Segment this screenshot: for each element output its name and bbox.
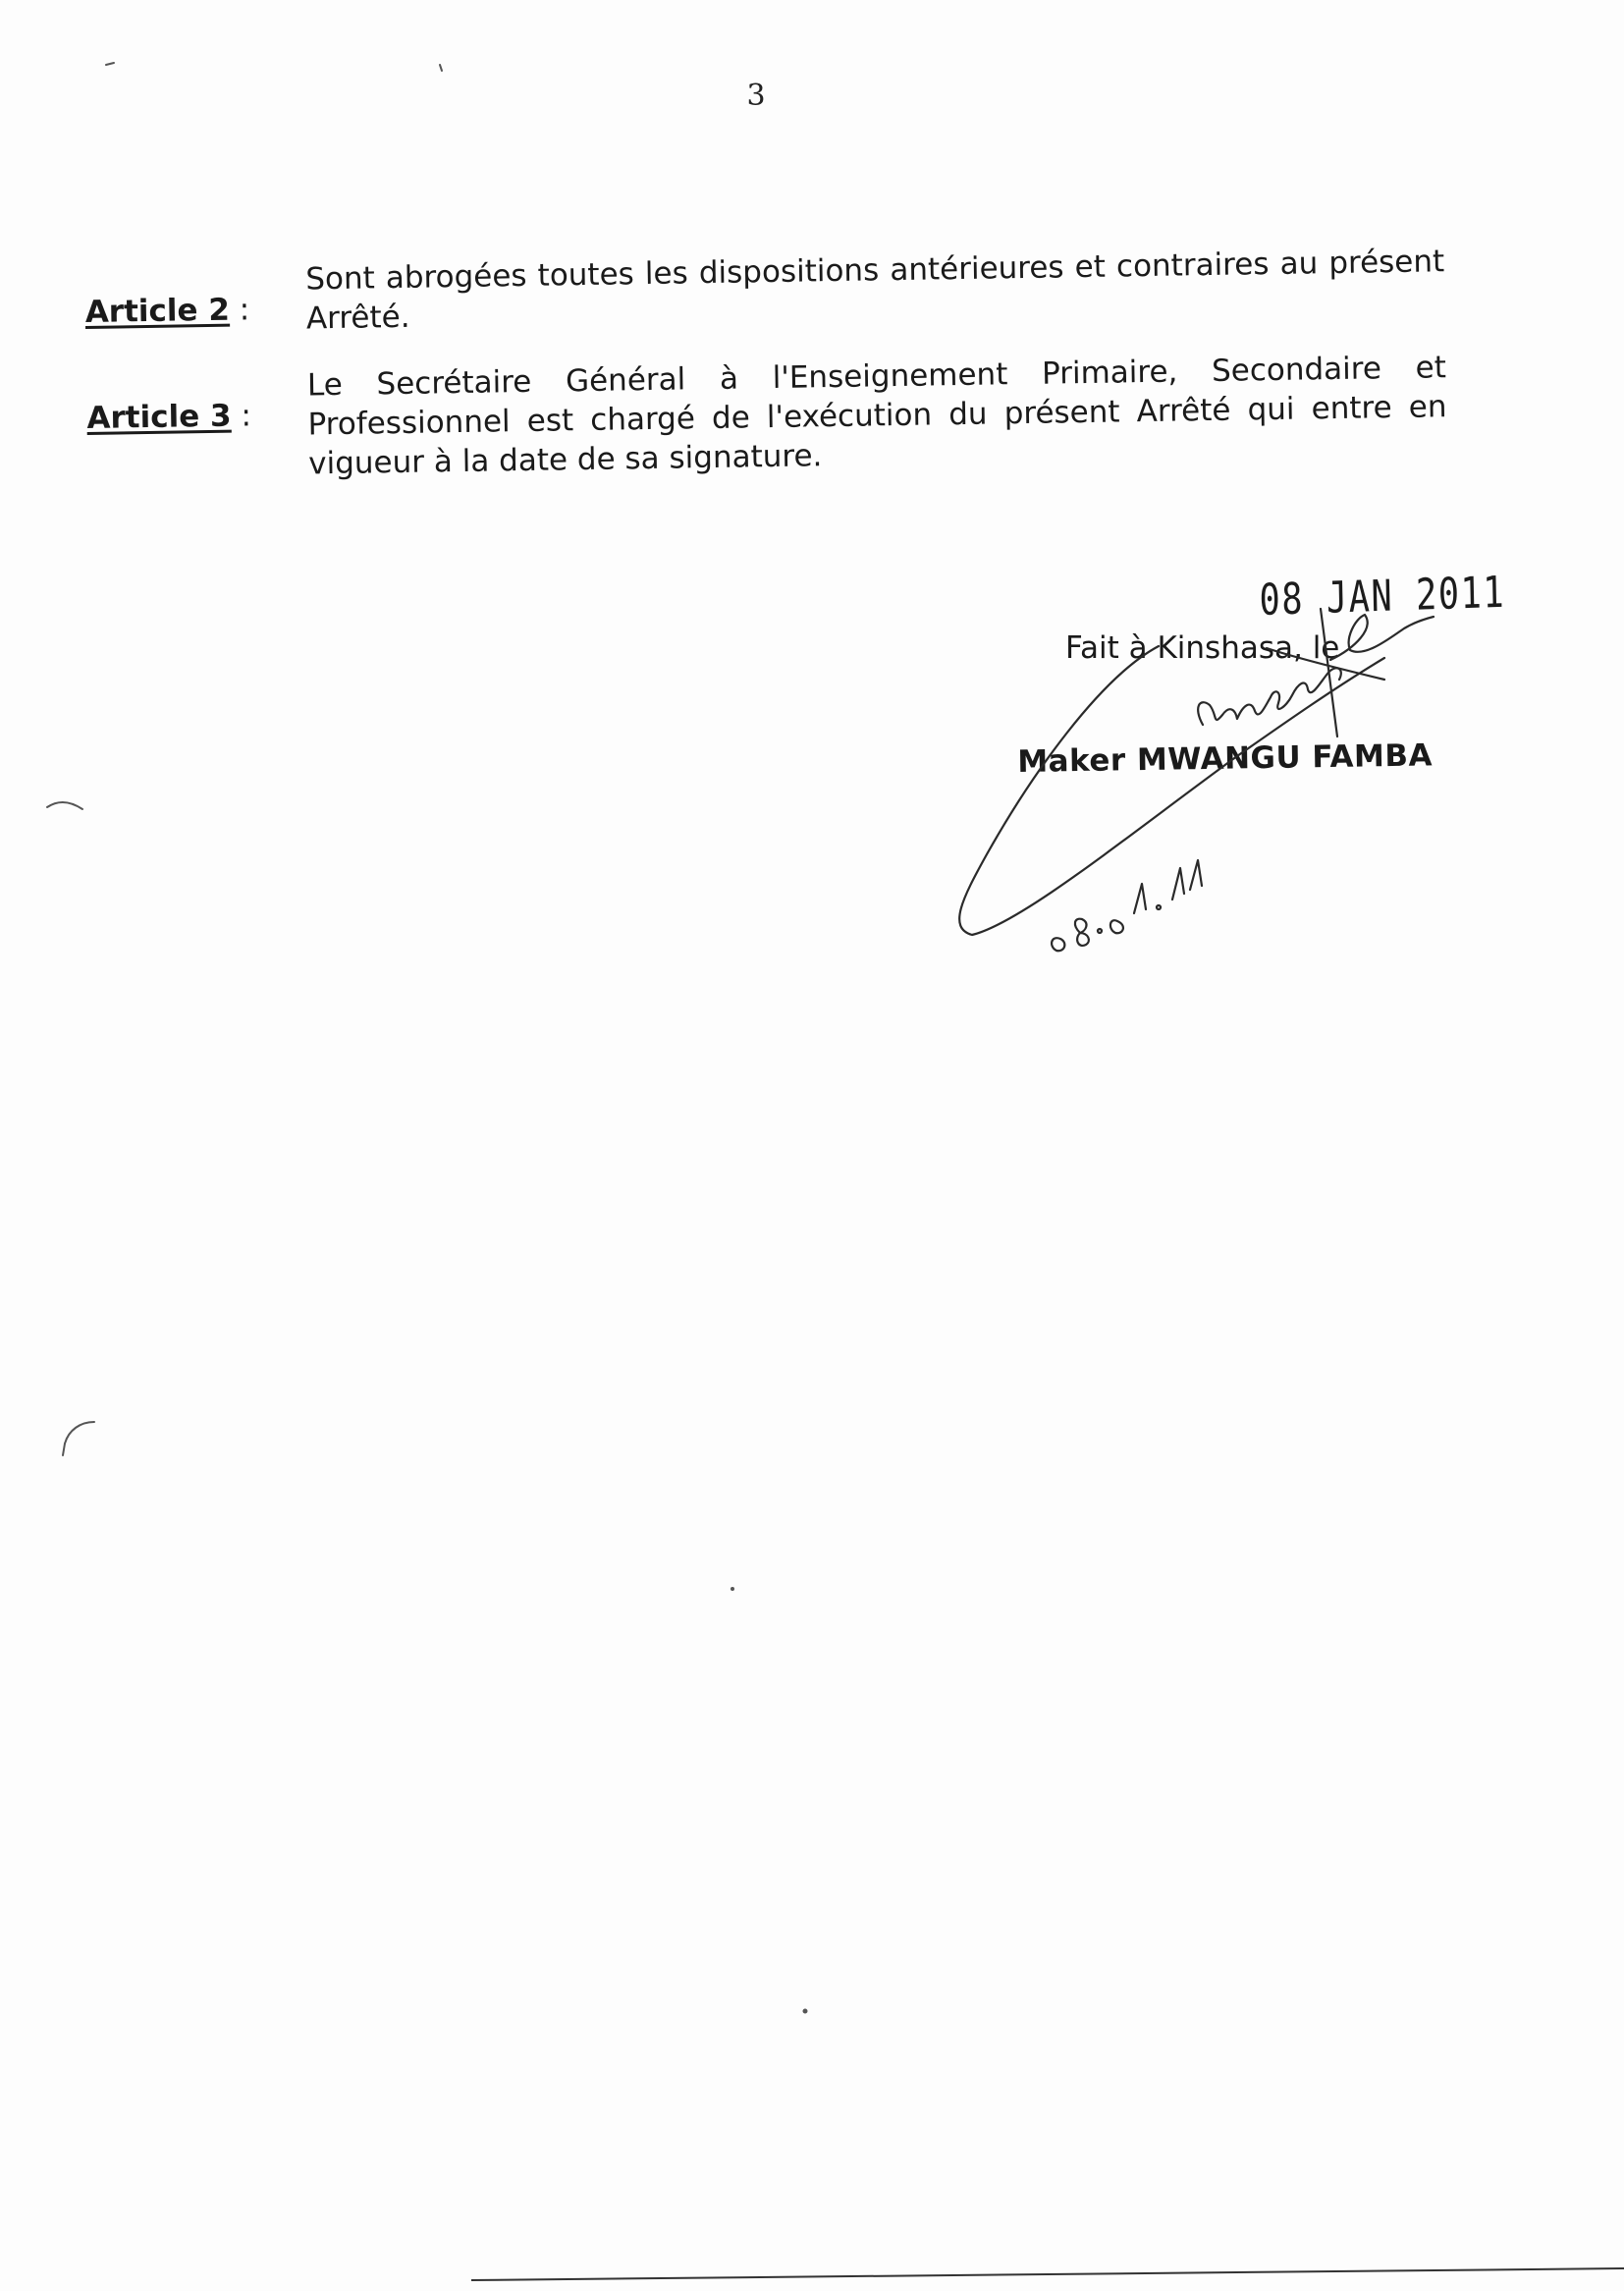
article-2 xyxy=(84,242,1460,342)
page-number: 3 xyxy=(746,79,766,113)
article-3-label xyxy=(86,365,308,438)
article-3-separator: : xyxy=(231,398,252,434)
articles-section xyxy=(84,242,1463,515)
signatory-name: Maker MWANGU FAMBA xyxy=(1017,737,1434,780)
article-2-label xyxy=(84,259,306,332)
article-3-title: Article 3 xyxy=(86,398,232,436)
article-2-separator: : xyxy=(229,292,250,328)
article-3-text: Le Secrétaire Général à l'Enseignement Primaire, Secondaire et Professionnel est chargé de l'exécution du présent Arrêté qui entre en vigueur à la date de sa signature. xyxy=(306,350,1447,482)
article-3 xyxy=(86,348,1463,487)
place-date-line: Fait à Kinshasa, le xyxy=(1065,630,1340,666)
article-2-title: Article 2 xyxy=(84,292,231,330)
date-stamp: 08 JAN 2011 xyxy=(1259,567,1506,626)
article-2-text: Sont abrogées toutes les dispositions antérieures et contraires au présent Arrêté. xyxy=(305,244,1445,337)
